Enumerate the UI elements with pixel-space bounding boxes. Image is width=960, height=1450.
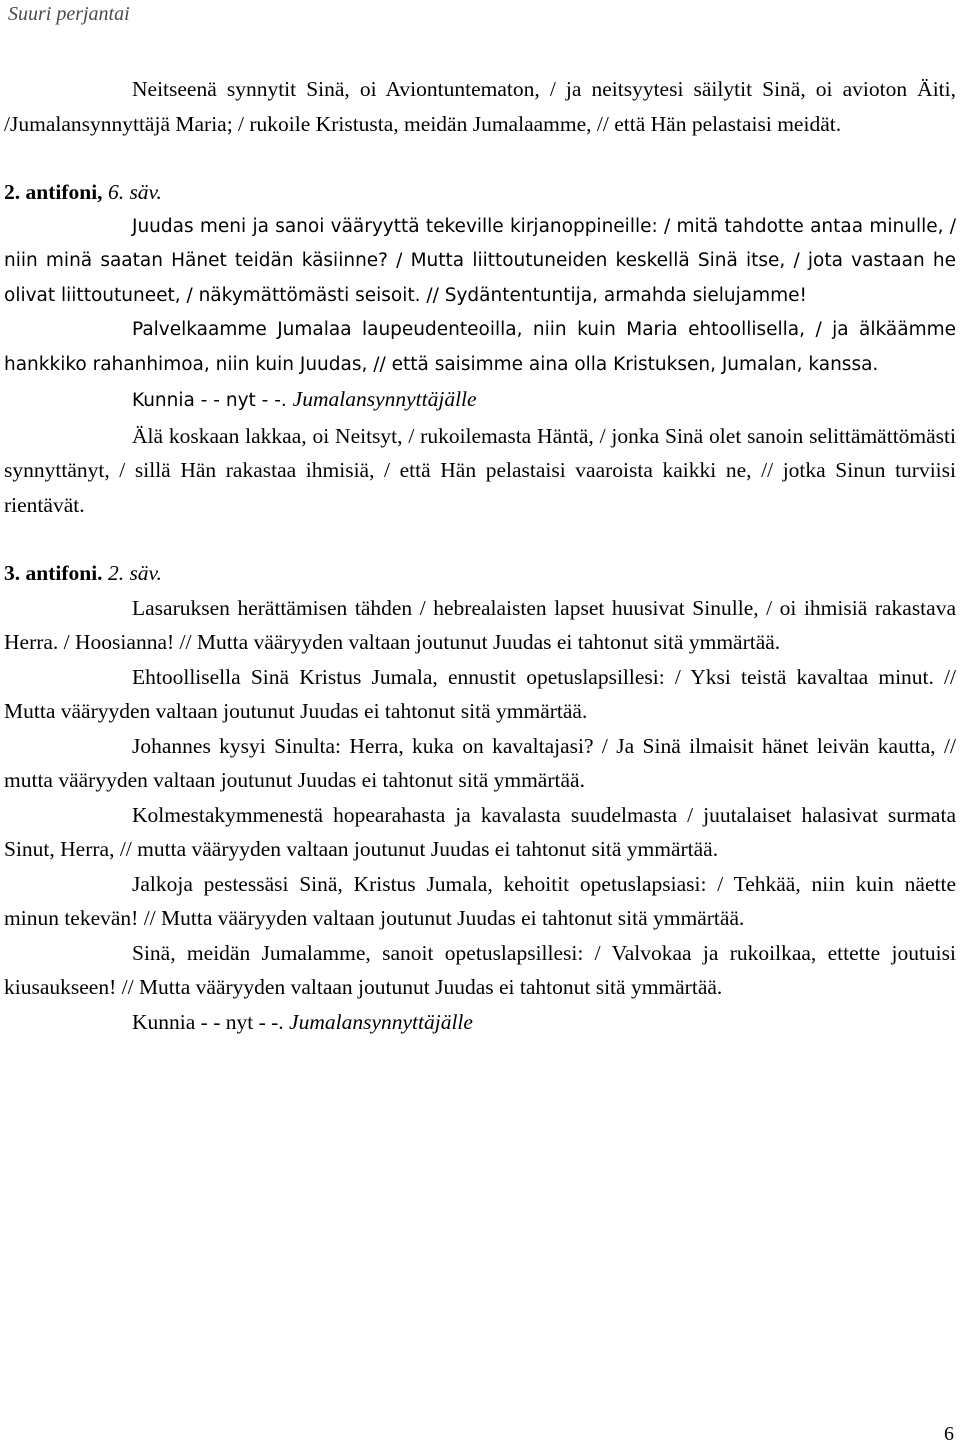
doxology-target: Jumalansynnyttäjälle — [292, 387, 477, 411]
doxology-text: Kunnia - - nyt - -. — [132, 1009, 284, 1034]
antiphon-2-tone: 6. säv. — [107, 180, 162, 204]
intro-paragraph: Neitseenä synnytit Sinä, oi Aviontuntematon, / ja neitsyytesi säilytit Sinä, oi avioton Äiti, /Jumalansynnyttäjä Maria; / rukoile Kristusta, meidän Jumalaamme, // että Hän pelastaisi meidät. — [4, 77, 956, 136]
doxology-text: Kunnia - - nyt - -. — [132, 390, 287, 411]
document-body — [4, 72, 956, 1039]
section-gap — [4, 141, 956, 175]
antiphon-3-tone: 2. säv. — [107, 561, 162, 585]
antiphon-3-verse-3: Johannes kysyi Sinulta: Herra, kuka on kavaltajasi? / Ja Sinä ilmaisit hänet leivän kautta, // mutta vääryyden valtaan joutunut Juudas ei tahtonut sitä ymmärtää. — [4, 733, 956, 792]
antiphon-2-heading — [4, 175, 956, 210]
theotokion-paragraph: Älä koskaan lakkaa, oi Neitsyt, / rukoilemasta Häntä, / jonka Sinä olet sanoin selittämättömästi synnyttänyt, / sillä Hän rakastaa ihmisiä, / että Hän pelastaisi vaaroista kaikki ne, // jotka Sinun turviisi rientävät. — [4, 423, 956, 517]
antiphon-3-heading — [4, 556, 956, 591]
antiphon-2-title: 2. antifoni, — [4, 180, 103, 204]
antiphon-3-doxology — [4, 1005, 956, 1040]
antiphon-3-verse-4: Kolmestakymmenestä hopearahasta ja kavalasta suudelmasta / juutalaiset halasivat surmata Sinut, Herra, // mutta vääryyden valtaan joutunut Juudas ei tahtonut sitä ymmärtää. — [4, 802, 956, 861]
running-header-title: Suuri perjantai — [8, 3, 130, 25]
antiphon-3-verse-1: Lasaruksen herättämisen tähden / hebrealaisten lapset huusivat Sinulle, / oi ihmisiä rakastava Herra. / Hoosianna! // Mutta vääryyden valtaan joutunut Juudas ei tahtonut sitä ymmärtää. — [4, 595, 956, 654]
page-number: 6 — [944, 1423, 954, 1445]
section-gap — [4, 522, 956, 556]
doxology-target: Jumalansynnyttäjälle — [289, 1009, 473, 1034]
antiphon-3-verse-2: Ehtoollisella Sinä Kristus Jumala, ennustit opetuslapsillesi: / Yksi teistä kavaltaa minut. // Mutta vääryyden valtaan joutunut Juudas ei tahtonut sitä ymmärtää. — [4, 664, 956, 723]
antiphon-2-doxology — [4, 382, 956, 419]
antiphon-2-verse-1: Juudas meni ja sanoi vääryyttä tekeville kirjanoppineille: / mitä tahdotte antaa minulle, / niin minä saatan Hänet teidän käsiinne? / Mutta liittoutuneiden keskellä Sinä itse, / jota vastaan he olivat liittoutuneet, / näkymättömästi seisoit. // Sydäntentuntija, armahda sielujamme! — [4, 215, 956, 306]
antiphon-3-verse-6: Sinä, meidän Jumalamme, sanoit opetuslapsillesi: / Valvokaa ja rukoilkaa, ettette joutuisi kiusaukseen! // Mutta vääryyden valtaan joutunut Juudas ei tahtonut sitä ymmärtää. — [4, 940, 956, 999]
running-header — [8, 2, 130, 26]
antiphon-3-title: 3. antifoni. — [4, 561, 103, 585]
antiphon-3-verse-5: Jalkoja pestessäsi Sinä, Kristus Jumala, kehoitit opetuslapsiasi: / Tehkää, niin kuin näette minun tekevän! // Mutta vääryyden valtaan joutunut Juudas ei tahtonut sitä ymmärtää. — [4, 871, 956, 930]
antiphon-2-verse-2: Palvelkaamme Jumalaa laupeudenteoilla, niin kuin Maria ehtoollisella, / ja älkäämme hankkiko rahanhimoa, niin kuin Juudas, // että saisimme aina olla Kristuksen, Jumalan, kanssa. — [4, 319, 956, 375]
